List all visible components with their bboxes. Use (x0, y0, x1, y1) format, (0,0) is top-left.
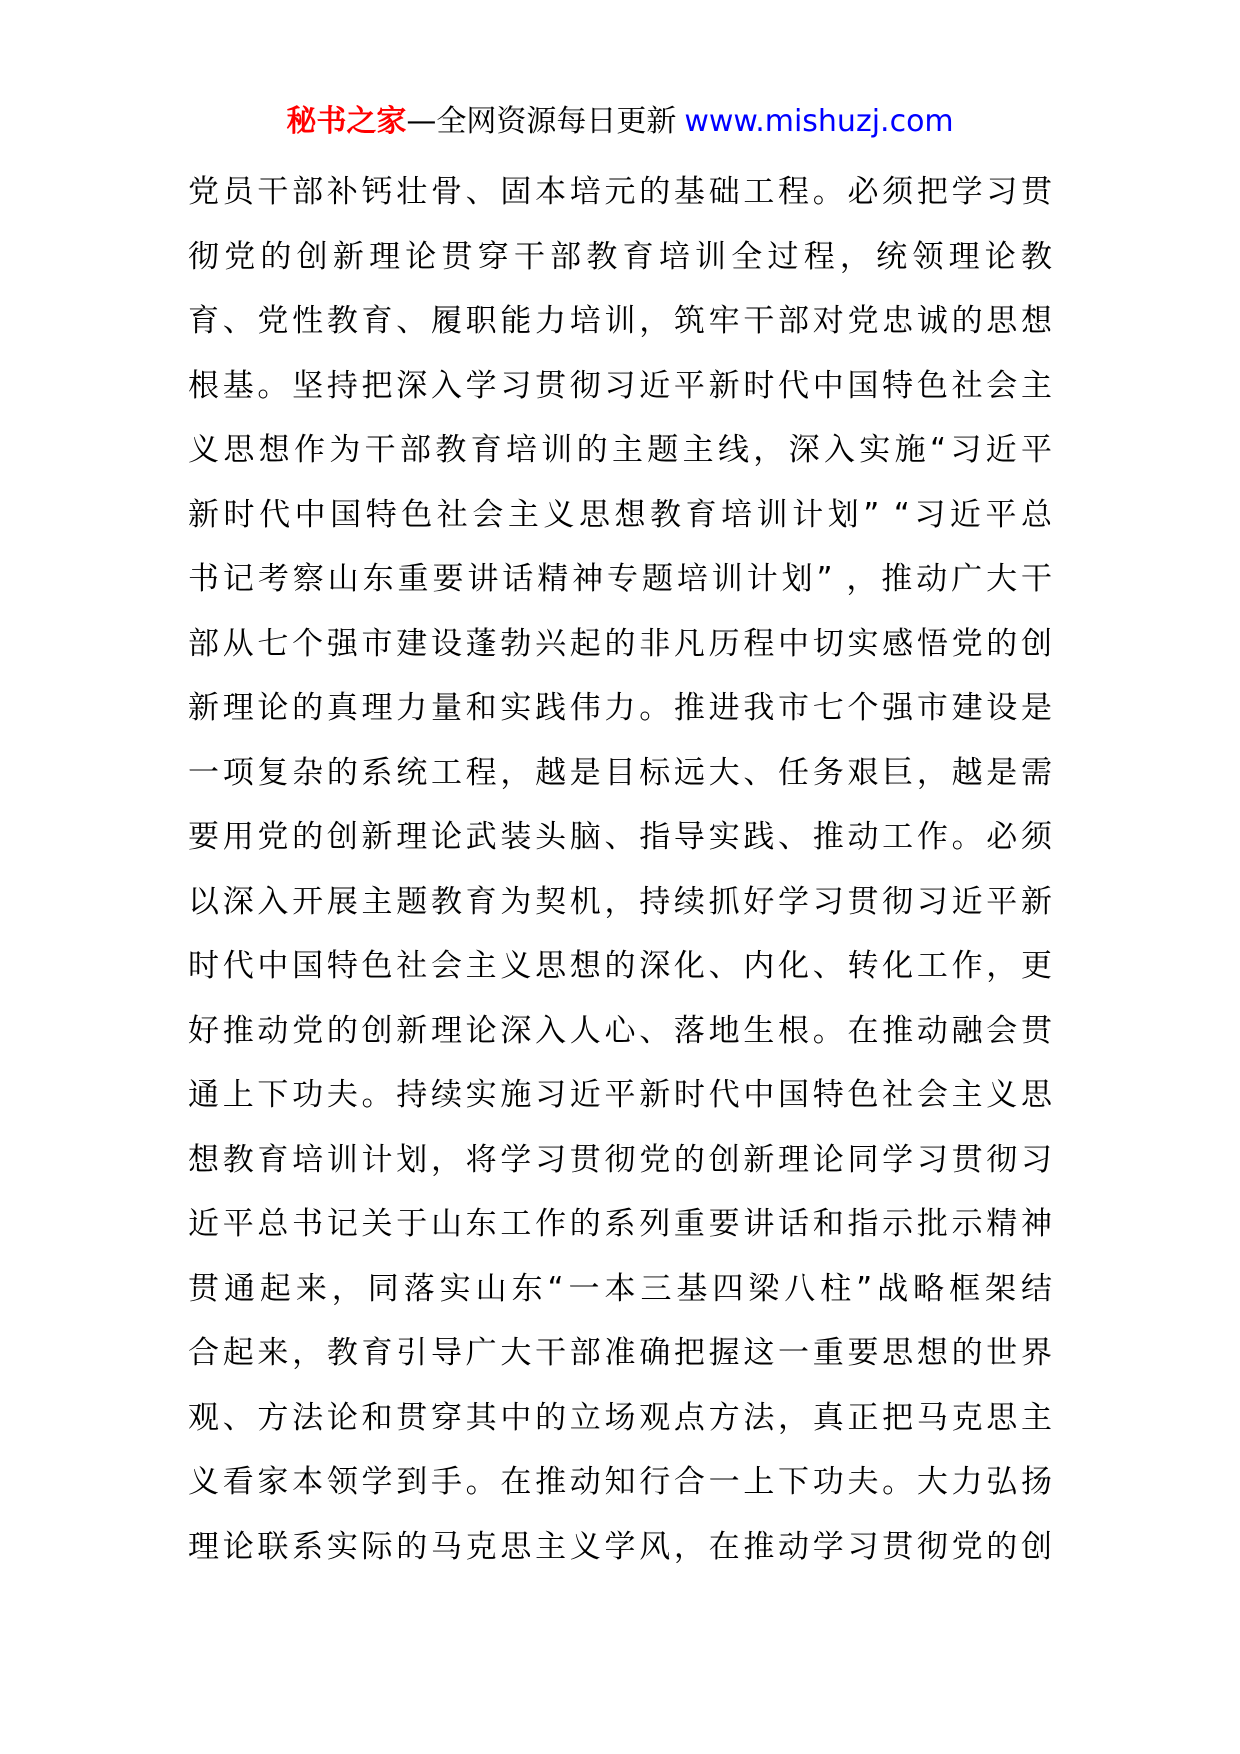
text-line: 新理论的真理力量和实践伟力。推进我市七个强市建设是 (188, 690, 1052, 726)
text-line: 要用党的创新理论武装头脑、指导实践、推动工作。必须 (188, 819, 1052, 855)
text-line: 观、方法论和贯穿其中的立场观点方法，真正把马克思主 (188, 1399, 1052, 1436)
text-line: 以深入开展主题教育为契机，持续抓好学习贯彻习近平新 (188, 883, 1052, 920)
text-line: 一项复杂的系统工程，越是目标远大、任务艰巨，越是需 (188, 754, 1052, 791)
text-line: 彻党的创新理论贯穿干部教育培训全过程，统领理论教 (188, 238, 1052, 275)
text-line: 理论联系实际的马克思主义学风，在推动学习贯彻党的创 (188, 1528, 1052, 1565)
text-line: 书记考察山东重要讲话精神专题培训计划” ，推动广大干 (188, 561, 1052, 597)
page-header (0, 102, 1240, 142)
text-line: 新时代中国特色社会主义思想教育培训计划” “习近平总 (188, 496, 1052, 533)
text-line: 好推动党的创新理论深入人心、落地生根。在推动融会贯 (188, 1012, 1052, 1049)
text-line: 部从七个强市建设蓬勃兴起的非凡历程中切实感悟党的创 (188, 625, 1052, 662)
text-line: 近平总书记关于山东工作的系列重要讲话和指示批示精神 (188, 1206, 1052, 1242)
text-line: 党员干部补钙壮骨、固本培元的基础工程。必须把学习贯 (188, 174, 1052, 210)
body-text (188, 160, 1052, 1579)
text-line: 义思想作为干部教育培训的主题主线，深入实施“习近平 (188, 432, 1052, 468)
header-url-link[interactable]: www.mishuzj.com (684, 104, 954, 139)
text-line: 合起来，教育引导广大干部准确把握这一重要思想的世界 (188, 1335, 1052, 1371)
text-line: 育、党性教育、履职能力培训，筑牢干部对党忠诚的思想 (188, 303, 1052, 339)
brand-name: 秘书之家 (286, 104, 407, 139)
text-line: 贯通起来，同落实山东“一本三基四梁八柱”战略框架结 (188, 1270, 1052, 1307)
text-line: 义看家本领学到手。在推动知行合一上下功夫。大力弘扬 (188, 1464, 1052, 1500)
text-line: 根基。坚持把深入学习贯彻习近平新时代中国特色社会主 (188, 367, 1052, 404)
text-line: 通上下功夫。持续实施习近平新时代中国特色社会主义思 (188, 1077, 1052, 1113)
text-line: 时代中国特色社会主义思想的深化、内化、转化工作，更 (188, 948, 1052, 984)
header-tagline: —全网资源每日更新 (406, 104, 677, 139)
text-line: 想教育培训计划，将学习贯彻党的创新理论同学习贯彻习 (188, 1141, 1052, 1178)
